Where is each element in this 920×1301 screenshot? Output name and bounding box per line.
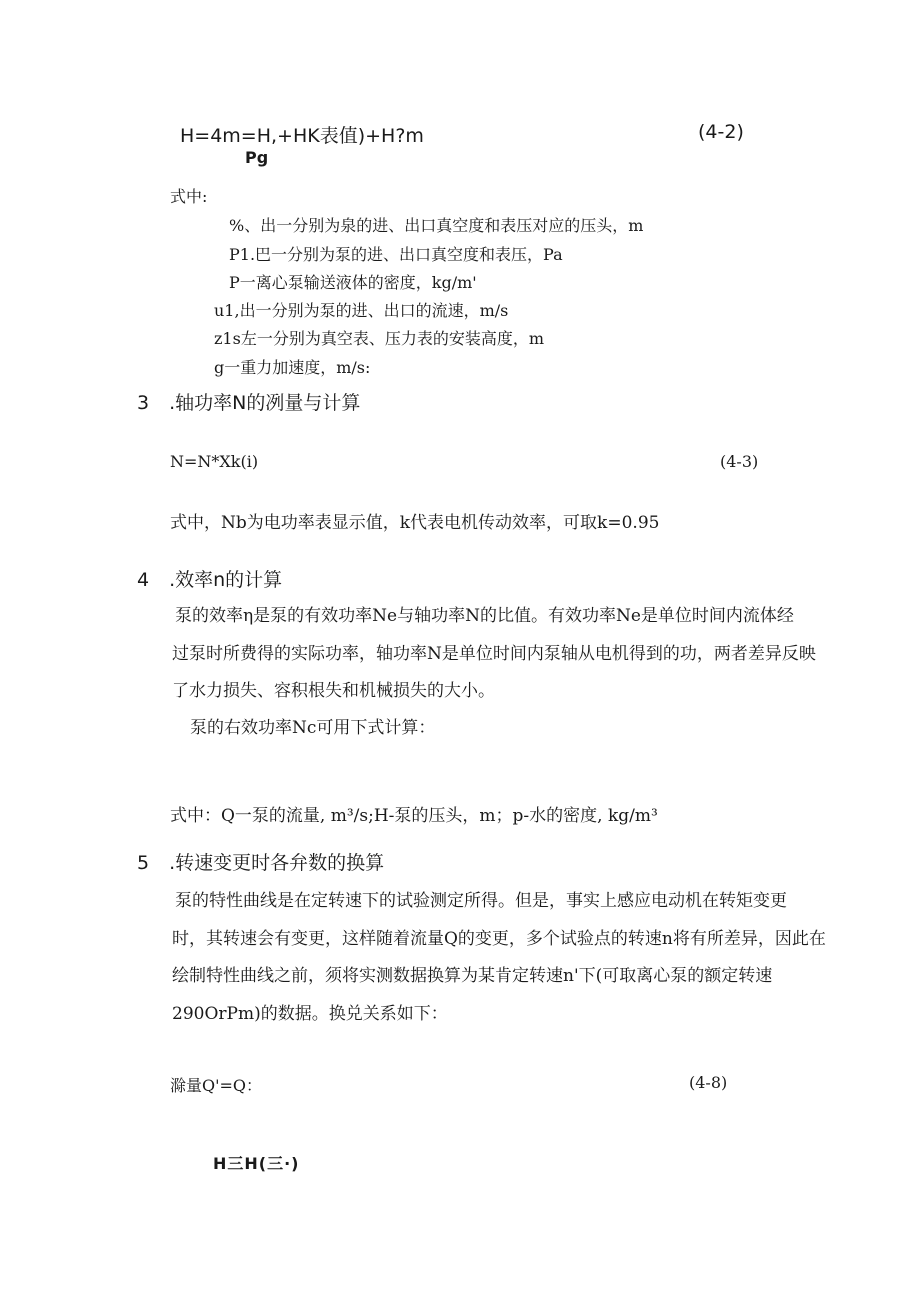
formula-4-2-subscript: Pg bbox=[245, 148, 269, 167]
definition-item: u1,出一分别为泵的进、出口的流速，m/s bbox=[214, 301, 509, 320]
formula-4-3: N=N*Xk(i) bbox=[170, 452, 259, 471]
definition-item: P1.巴一分别为泵的进、出口真空度和表压，Pa bbox=[229, 245, 563, 264]
formula-head-conversion: H三H(三·) bbox=[213, 1154, 300, 1173]
section-4-heading bbox=[137, 565, 282, 592]
section-number: 5 bbox=[137, 852, 150, 874]
section-5-paragraph bbox=[172, 883, 826, 1033]
definition-item: z1s左一分别为真空表、压力表的安装高度，m bbox=[214, 329, 544, 348]
paragraph-line: 过泵时所费得的实际功率，轴功率N是单位时间内泵轴从电机得到的功，两者差异反映 bbox=[172, 643, 816, 664]
paragraph-line: 了水力损失、容积根失和机械损失的大小。 bbox=[172, 681, 495, 701]
where-label: 式中: bbox=[170, 187, 208, 206]
definition-item: P一离心泵输送液体的密度，kg/m' bbox=[229, 273, 477, 292]
section-number: 4 bbox=[137, 569, 150, 591]
section-3-note: 式中，Nb为电功率表显示值，k代表电机传动效率，可取k=0.95 bbox=[170, 513, 660, 533]
section-title: .轴功率N的冽量与计算 bbox=[169, 392, 361, 414]
formula-4-8: 滁量Q'=Q： bbox=[170, 1076, 263, 1095]
section-number: 3 bbox=[137, 392, 150, 414]
paragraph-line: 泵的特性曲线是在定转速下的试验测定所得。但是，事实上感应电动机在转矩变更 bbox=[175, 891, 787, 911]
definition-item: %、出一分别为泉的进、出口真空度和表压对应的压头，m bbox=[229, 216, 644, 235]
section-4-sentence: 泵的右效功率Nc可用下式计算： bbox=[190, 718, 436, 738]
section-3-heading bbox=[137, 388, 360, 415]
section-4-paragraph bbox=[172, 598, 816, 711]
formula-4-3-number: (4-3) bbox=[720, 452, 759, 471]
paragraph-line: 时，其转速会有变更，这样随着流量Q的变更，多个试验点的转速n将有所差异，因此在 bbox=[172, 928, 826, 949]
paragraph-line: 泵的效率η是泵的有效功率Ne与轴功率N的比值。有效功率Ne是单位时间内流体经 bbox=[175, 606, 794, 626]
formula-4-8-number: (4-8) bbox=[689, 1073, 728, 1092]
paragraph-line: 绘制特性曲线之前，须将实测数据换算为某肯定转速n'下(可取离心泵的额定转速 bbox=[172, 966, 773, 986]
formula-4-2: H=4m=H,+HK表值)+H?m bbox=[180, 125, 424, 147]
section-5-heading bbox=[137, 848, 384, 875]
formula-4-2-number: (4-2) bbox=[698, 121, 744, 143]
section-title: .效率n的计算 bbox=[169, 569, 283, 591]
section-title: .转速变更时各弁数的换算 bbox=[169, 852, 385, 874]
section-4-where: 式中：Q一泵的流量, m³/s;H-泵的压头，m；p-水的密度, kg/m³ bbox=[170, 806, 658, 826]
definition-item: g一重力加速度，m/s: bbox=[214, 358, 371, 377]
paragraph-line: 290OrPm)的数据。换兑关系如下： bbox=[172, 1003, 448, 1024]
